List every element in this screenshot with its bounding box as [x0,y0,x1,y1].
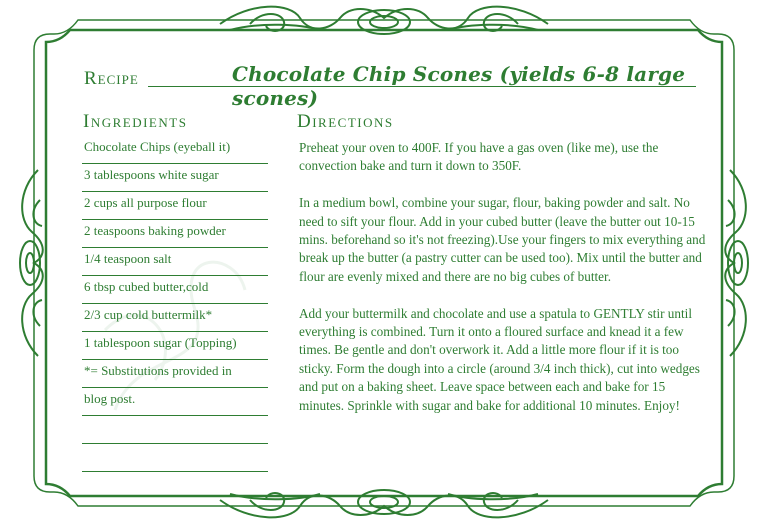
bottom-flourish [220,490,548,517]
directions-paragraph: Add your buttermilk and chocolate and use a spatula to GENTLY stir until everything is combined. Turn it onto a floured surface and knead it a few times. Be gentle and don't overwork it. Add a little more flour if it is too sticky. Form the dough into a circle (around 3/4 inch thick), cut into wedges and put on a baking sheet. Leave space between each and bake for 15 minutes. Sprinkle with sugar and bake for additional 10 minutes. Enjoy! [299,305,700,413]
ingredient-item: Chocolate Chips (eyeball it) [82,136,268,164]
ingredient-item: 6 tbsp cubed butter,cold [82,276,268,304]
ingredient-item: blog post. [82,388,268,416]
ingredients-list [82,136,268,472]
recipe-title: Chocolate Chip Scones (yields 6-8 large scones) [232,62,686,110]
ingredient-item: *= Substitutions provided in [82,360,268,388]
ingredient-item: 3 tablespoons white sugar [82,164,268,192]
ingredient-item: 1 tablespoon sugar (Topping) [82,332,268,360]
ingredient-item: 2 cups all purpose flour [82,192,268,220]
directions-paragraph: Preheat your oven to 400F. If you have a gas oven (like me), use the convection bake and turn it down to 350F. [299,140,659,174]
right-flourish [725,170,748,356]
left-flourish [20,170,43,356]
directions-paragraph: In a medium bowl, combine your sugar, flour, baking powder and salt. No need to sift your flour. Add in your cubed butter (leave the butter out 10-15 mins. beforehand so it's not freezing).Use your fingers to mix everything and break up the butter (a pastry cutter can be used too). Mix until the butter and flour are evenly mixed and there are no big cubes of butter. [299,195,706,284]
recipe-label: Recipe [84,68,139,89]
ingredient-item: 2/3 cup cold buttermilk* [82,304,268,332]
directions-body [299,139,707,433]
ingredient-item [82,444,268,472]
ingredient-item: 2 teaspoons baking powder [82,220,268,248]
directions-heading: Directions [297,111,394,132]
ingredient-item: 1/4 teaspoon salt [82,248,268,276]
ingredient-item [82,416,268,444]
ingredients-heading: Ingredients [83,111,188,132]
